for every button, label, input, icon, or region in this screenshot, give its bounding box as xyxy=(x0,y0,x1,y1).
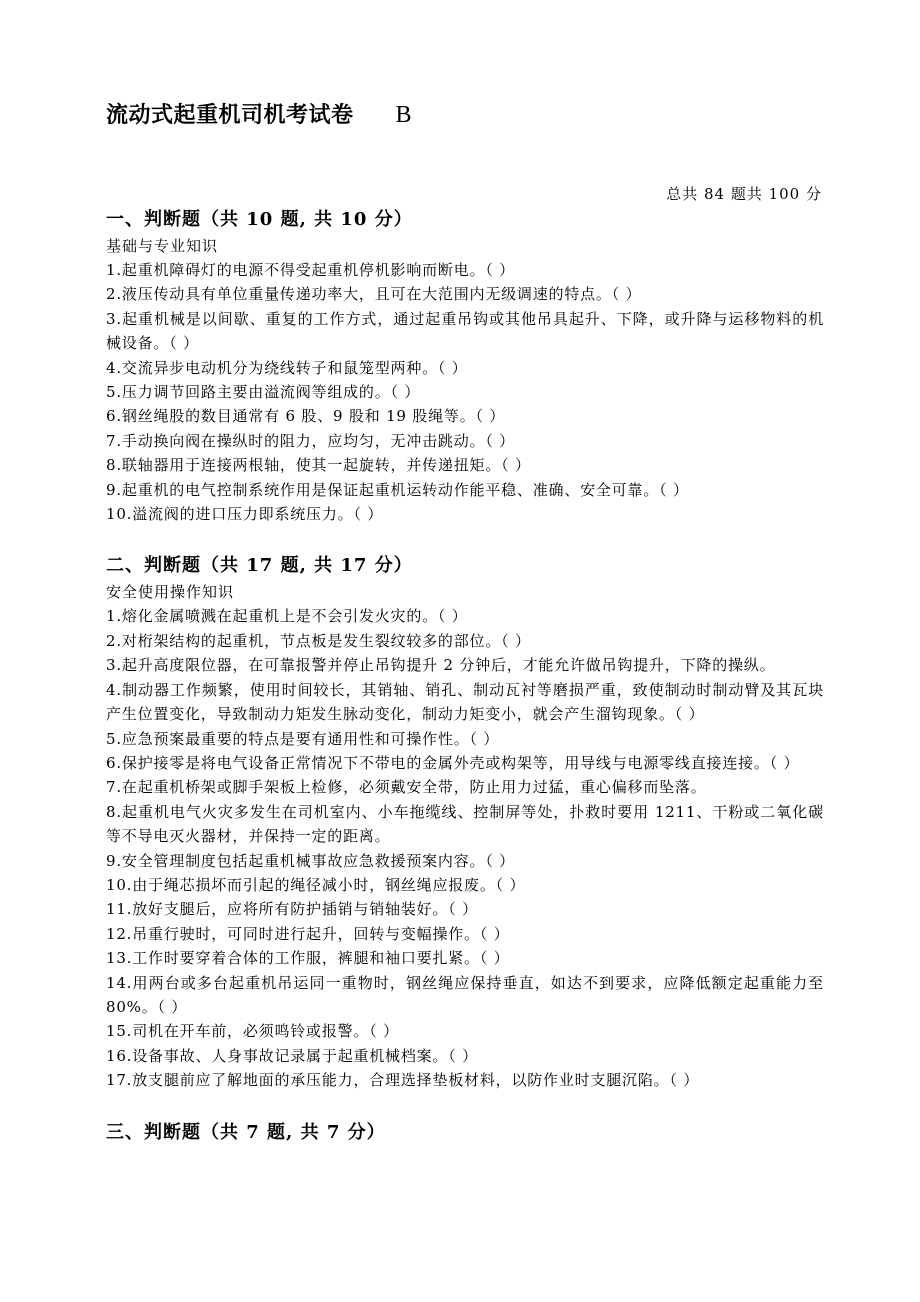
section-header: 三、判断题（共 7 题, 共 7 分） xyxy=(106,1121,386,1143)
section-1 xyxy=(106,206,824,526)
question-item: 2.对桁架结构的起重机，节点板是发生裂纹较多的部位。（ ） xyxy=(106,631,531,650)
question-item: 3.起升高度限位器，在可靠报警并停止吊钩提升 2 分钟后，才能允许做吊钩提升，下降的操纵。 xyxy=(106,656,776,675)
question-item: 6.保护接零是将电气设备正常情况下不带电的金属外壳或构架等，用导线与电源零线直接连接。（ ） xyxy=(106,753,800,772)
section-subtitle: 基础与专业知识 xyxy=(106,237,219,255)
question-item: 3.起重机械是以间歇、重复的工作方式，通过起重吊钩或其他吊具起升、下降，或升降与运移物料的机械设备。（ ） xyxy=(106,309,824,353)
question-item: 1.熔化金属喷溅在起重机上是不会引发火灾的。（ ） xyxy=(106,607,468,626)
question-item: 17.放支腿前应了解地面的承压能力，合理选择垫板材料，以防作业时支腿沉陷。（ ） xyxy=(106,1071,700,1090)
question-item: 14.用两台或多台起重机吊运同一重物时，钢丝绳应保持垂直，如达不到要求，应降低额定起重能力至 80%。（ ） xyxy=(106,973,824,1016)
question-item: 7.在起重机桥架或脚手架板上检修，必须戴安全带，防止用力过猛，重心偏移而坠落。 xyxy=(106,778,707,797)
question-item: 13.工作时要穿着合体的工作服，裤腿和袖口要扎紧。（ ） xyxy=(106,949,510,968)
question-item: 5.压力调节回路主要由溢流阀等组成的。（ ） xyxy=(106,383,421,402)
exam-variant: B xyxy=(395,102,413,128)
question-item: 4.交流异步电动机分为绕线转子和鼠笼型两种。（ ） xyxy=(106,358,468,377)
question-item: 8.起重机电气火灾多发生在司机室内、小车拖缆线、控制屏等处，扑救时要用 1211、干粉或二氧化碳等不导电灭火器材，并保持一定的距离。 xyxy=(106,802,824,846)
question-item: 9.安全管理制度包括起重机械事故应急救援预案内容。（ ） xyxy=(106,851,515,870)
question-item: 12.吊重行驶时，可同时进行起升，回转与变幅操作。（ ） xyxy=(106,924,510,943)
question-item: 7.手动换向阀在操纵时的阻力，应均匀，无冲击跳动。（ ） xyxy=(106,431,515,450)
question-item: 9.起重机的电气控制系统作用是保证起重机运转动作能平稳、准确、安全可靠。（ ） xyxy=(106,480,689,499)
question-item: 10.由于绳芯损坏而引起的绳径减小时，钢丝绳应报废。（ ） xyxy=(106,875,526,894)
question-item: 5.应急预案最重要的特点是要有通用性和可操作性。（ ） xyxy=(106,729,500,748)
question-item: 4.制动器工作频繁，使用时间较长，其销轴、销孔、制动瓦衬等磨损严重，致使制动时制动臂及其瓦块产生位置变化，导致制动力矩发生脉动变化，制动力矩变小，就会产生溜钩现象。（ ） xyxy=(106,680,824,724)
exam-title-text: 流动式起重机司机考试卷 xyxy=(106,103,354,128)
section-header: 一、判断题（共 10 题, 共 10 分） xyxy=(106,209,413,230)
question-item: 6.钢丝绳股的数目通常有 6 股、9 股和 19 股绳等。（ ） xyxy=(106,407,506,426)
question-item: 1.起重机障碍灯的电源不得受起重机停机影响而断电。（ ） xyxy=(106,261,515,279)
section-subtitle: 安全使用操作知识 xyxy=(106,583,235,602)
section-header: 二、判断题（共 17 题, 共 17 分） xyxy=(106,555,413,577)
exam-title xyxy=(106,98,412,129)
question-item: 2.液压传动具有单位重量传递功率大，且可在大范围内无级调速的特点。（ ） xyxy=(106,285,642,304)
exam-content xyxy=(106,206,824,1167)
question-item: 11.放好支腿后，应将所有防护插销与销轴装好。（ ） xyxy=(106,900,478,919)
section-2 xyxy=(106,552,824,1092)
exam-summary: 总共 84 题共 100 分 xyxy=(666,185,822,203)
question-item: 16.设备事故、人身事故记录属于起重机械档案。（ ） xyxy=(106,1046,478,1065)
question-item: 15.司机在开车前，必须鸣铃或报警。（ ） xyxy=(106,1022,399,1041)
section-3 xyxy=(106,1119,824,1147)
question-item: 10.溢流阀的进口压力即系统压力。（ ） xyxy=(106,505,384,524)
question-item: 8.联轴器用于连接两根轴，使其一起旋转，并传递扭矩。（ ） xyxy=(106,456,531,475)
